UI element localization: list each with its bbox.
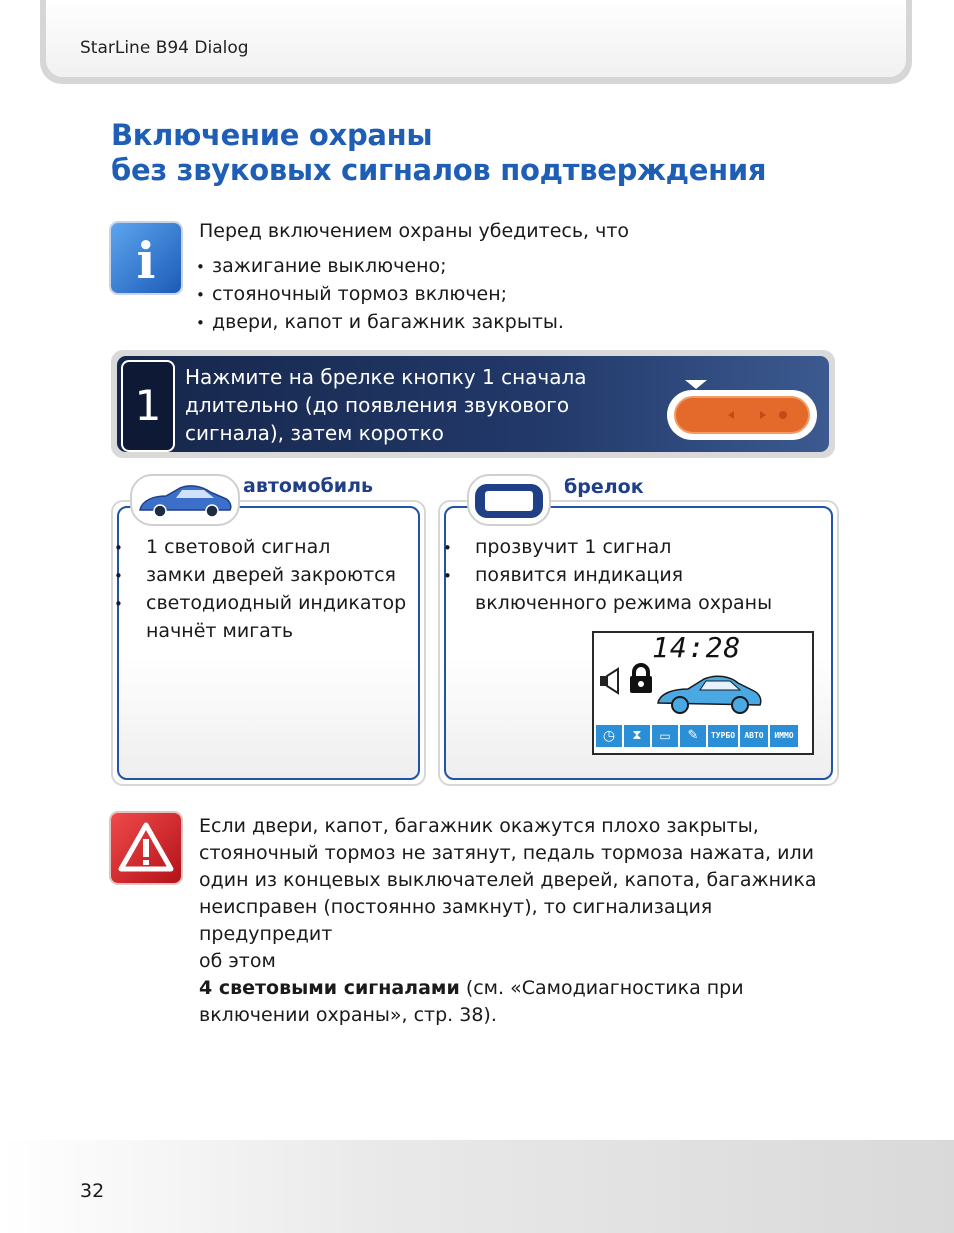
fob-badge [467,474,551,526]
clock-icon: ◷ [596,725,622,747]
intro-list [196,253,564,337]
car-icon [132,476,238,524]
footer [0,1140,954,1233]
intro-lead: Перед включением охраны убедитесь, что [199,220,630,242]
fob-panel-list [459,534,799,617]
immo-icon: ИММО [770,725,798,747]
list-item: • стояночный тормоз включен; [196,281,564,309]
auto-icon: АВТО [740,725,768,747]
fob-lcd-screen [592,631,814,755]
info-icon: i [111,223,181,293]
page-title-line-2: без звуковых сигналов подтверждения [111,153,767,187]
page-number: 32 [80,1180,105,1202]
press-indicator-icon [685,380,707,389]
wrench-icon: ✎ [680,725,706,747]
hourglass-icon: ⧗ [624,725,650,747]
fob-button-1-icon [666,389,818,441]
list-item: • появится индикация включенного режима охраны [459,562,799,617]
step-instruction: Нажмите на брелке кнопку 1 сначала длительно (до появления звукового сигнала), затем коротко [185,365,587,445]
car-status-icon [654,667,764,719]
list-item: • 1 световой сигнал [130,534,415,562]
warning-emphasis: 4 световыми сигналами [199,977,460,999]
warning-text: Если двери, капот, багажник окажутся плохо закрыты, стояночный тормоз не затянут, педаль тормоза нажата, или один из концевых выключателей дверей, капота, багажника неисправен (постоянно замкнут), то сигнализация предупредит об этом 4 световыми сигналами (см. «Самодиагностика при включении охраны», стр. 38). [199,815,817,1026]
page-title [111,118,766,188]
car-panel-label: автомобиль [243,475,374,497]
list-item: • зажигание выключено; [196,253,564,281]
fob-panel-label: брелок [564,476,644,498]
thermometer-icon: ▭ [652,725,678,747]
page-title-line-1: Включение охраны [111,118,433,152]
car-panel-list [130,534,415,645]
horn-icon [598,667,624,695]
lock-icon [628,663,654,695]
step-number: 1 [121,360,175,452]
list-item: • прозвучит 1 сигнал [459,534,799,562]
header-title: StarLine B94 Dialog [80,38,249,58]
lcd-icon-row [596,725,808,747]
car-badge [130,474,240,526]
warning-icon [111,813,181,883]
list-item: • светодиодный индикатор начнёт мигать [130,590,415,645]
lcd-time: 14:28 [652,631,742,664]
fob-display-icon [469,476,549,524]
list-item: • двери, капот и багажник закрыты. [196,309,564,337]
turbo-icon: ТУРБО [708,725,738,747]
list-item: • замки дверей закроются [130,562,415,590]
